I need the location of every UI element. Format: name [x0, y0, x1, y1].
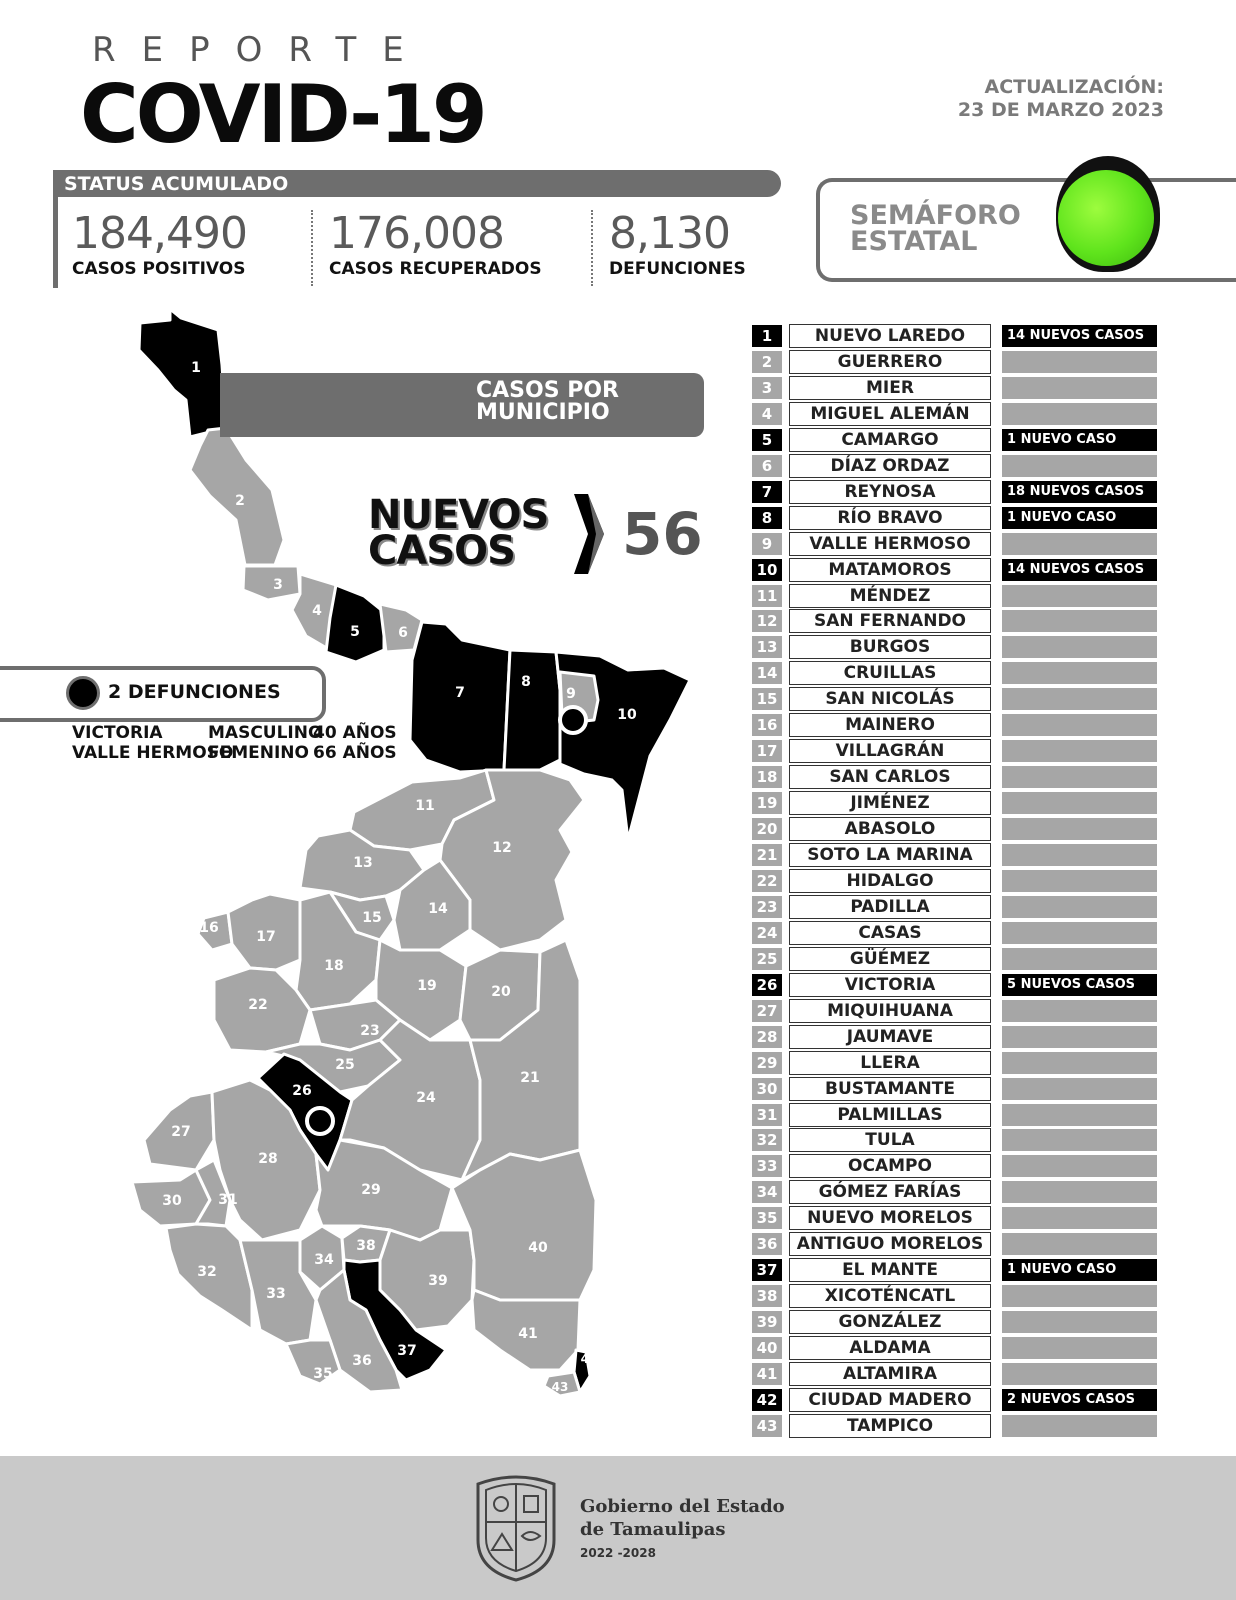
- municipio-name: MÉNDEZ: [789, 584, 991, 608]
- chevron-right-icon: [574, 494, 604, 574]
- municipio-name: DÍAZ ORDAZ: [789, 454, 991, 478]
- map-label-32: 32: [197, 1264, 217, 1280]
- municipio-number: 18: [752, 766, 782, 788]
- status-placeholder-bar: [1002, 922, 1157, 944]
- status-placeholder-bar: [1002, 792, 1157, 814]
- municipio-number: 23: [752, 896, 782, 918]
- municipio-name: TAMPICO: [789, 1414, 991, 1438]
- municipio-name: VILLAGRÁN: [789, 739, 991, 763]
- map-label-19: 19: [417, 978, 437, 994]
- municipio-name: MATAMOROS: [789, 558, 991, 582]
- map-label-30: 30: [162, 1193, 182, 1209]
- municipio-name: TULA: [789, 1128, 991, 1152]
- status-placeholder-bar: [1002, 1285, 1157, 1307]
- municipio-number: 24: [752, 922, 782, 944]
- municipio-name: SAN NICOLÁS: [789, 687, 991, 711]
- update-info: [958, 76, 1164, 122]
- municipio-name: NUEVO LAREDO: [789, 324, 991, 348]
- municipio-name: ANTIGUO MORELOS: [789, 1232, 991, 1256]
- municipio-number: 36: [752, 1233, 782, 1255]
- stat-recuperados-label: CASOS RECUPERADOS: [329, 259, 542, 279]
- def-row-sexo: FEMENINO: [208, 743, 309, 763]
- map-label-39: 39: [428, 1273, 448, 1289]
- municipio-name: MIQUIHUANA: [789, 999, 991, 1023]
- def-row-sexo: MASCULINO: [208, 723, 323, 743]
- municipio-number: 28: [752, 1026, 782, 1048]
- def-row-municipio: VALLE HERMOSO: [72, 743, 234, 763]
- municipio-name: NUEVO MORELOS: [789, 1206, 991, 1230]
- municipio-name: XICOTÉNCATL: [789, 1284, 991, 1308]
- municipio-name: VALLE HERMOSO: [789, 532, 991, 556]
- municipio-name: CAMARGO: [789, 428, 991, 452]
- municipio-name: ALDAMA: [789, 1336, 991, 1360]
- municipio-number: 17: [752, 740, 782, 762]
- municipio-number: 13: [752, 636, 782, 658]
- map-label-17: 17: [256, 929, 276, 945]
- map-label-43: 43: [551, 1380, 569, 1394]
- municipio-number: 2: [752, 351, 782, 373]
- nuevos-line2: CASOS: [368, 528, 515, 574]
- status-placeholder-bar: [1002, 1000, 1157, 1022]
- status-placeholder-bar: [1002, 688, 1157, 710]
- status-placeholder-bar: [1002, 1181, 1157, 1203]
- municipio-name: ABASOLO: [789, 817, 991, 841]
- map-label-7: 7: [455, 685, 465, 701]
- status-placeholder-bar: [1002, 870, 1157, 892]
- municipio-number: 15: [752, 688, 782, 710]
- status-placeholder-bar: [1002, 1104, 1157, 1126]
- municipio-number: 39: [752, 1311, 782, 1333]
- nuevos-casos-badge: 18 NUEVOS CASOS: [1002, 481, 1157, 503]
- municipio-number: 1: [752, 325, 782, 347]
- map-label-5: 5: [350, 624, 360, 640]
- municipio-name: JIMÉNEZ: [789, 791, 991, 815]
- update-label: ACTUALIZACIÓN:: [984, 76, 1164, 98]
- municipio-shape-8: [504, 650, 560, 770]
- municipio-name: MAINERO: [789, 713, 991, 737]
- municipio-number: 11: [752, 585, 782, 607]
- death-marker-victoria: [307, 1108, 333, 1134]
- semaforo-line1: SEMÁFORO: [850, 200, 1021, 231]
- map-label-4: 4: [312, 603, 322, 619]
- map-label-16: 16: [199, 920, 219, 936]
- municipio-name: GÓMEZ FARÍAS: [789, 1180, 991, 1204]
- municipio-number: 22: [752, 870, 782, 892]
- status-placeholder-bar: [1002, 766, 1157, 788]
- map-label-26: 26: [292, 1083, 312, 1099]
- municipio-name: SOTO LA MARINA: [789, 843, 991, 867]
- map-label-25: 25: [335, 1057, 355, 1073]
- municipio-number: 5: [752, 429, 782, 451]
- status-placeholder-bar: [1002, 403, 1157, 425]
- status-placeholder-bar: [1002, 1311, 1157, 1333]
- stat-recuperados: [329, 208, 542, 279]
- map-label-22: 22: [248, 997, 268, 1013]
- nuevos-casos-badge: 2 NUEVOS CASOS: [1002, 1389, 1157, 1411]
- municipio-number: 4: [752, 403, 782, 425]
- municipio-name: SAN CARLOS: [789, 765, 991, 789]
- nuevos-casos-badge: 14 NUEVOS CASOS: [1002, 559, 1157, 581]
- nuevos-casos-badge: 1 NUEVO CASO: [1002, 429, 1157, 451]
- map-label-27: 27: [171, 1124, 191, 1140]
- municipio-number: 32: [752, 1129, 782, 1151]
- status-placeholder-bar: [1002, 1233, 1157, 1255]
- stat-defunciones-value: 8,130: [609, 208, 730, 259]
- status-placeholder-bar: [1002, 533, 1157, 555]
- municipio-number: 21: [752, 844, 782, 866]
- map-label-20: 20: [491, 984, 511, 1000]
- stat-positivos-label: CASOS POSITIVOS: [72, 259, 246, 279]
- municipio-name: PADILLA: [789, 895, 991, 919]
- stat-defunciones-label: DEFUNCIONES: [609, 259, 746, 279]
- municipio-number: 10: [752, 559, 782, 581]
- map-label-42: 42: [580, 1352, 598, 1366]
- map-label-33: 33: [266, 1286, 286, 1302]
- municipio-number: 37: [752, 1259, 782, 1281]
- municipio-number: 3: [752, 377, 782, 399]
- nuevos-casos-badge: 1 NUEVO CASO: [1002, 1259, 1157, 1281]
- map-label-41: 41: [518, 1326, 538, 1342]
- status-placeholder-bar: [1002, 948, 1157, 970]
- municipio-number: 43: [752, 1415, 782, 1437]
- status-placeholder-bar: [1002, 844, 1157, 866]
- municipio-shape-3: [243, 566, 300, 600]
- status-placeholder-bar: [1002, 1078, 1157, 1100]
- stat-separator: [311, 210, 313, 286]
- stat-recuperados-value: 176,008: [329, 208, 504, 259]
- municipio-number: 14: [752, 662, 782, 684]
- nuevos-casos-badge: 1 NUEVO CASO: [1002, 507, 1157, 529]
- municipio-name: RÍO BRAVO: [789, 506, 991, 530]
- def-row-edad: 40 AÑOS: [313, 723, 397, 743]
- municipio-name: SAN FERNANDO: [789, 609, 991, 633]
- municipio-number: 38: [752, 1285, 782, 1307]
- gov-line2: de Tamaulipas: [580, 1519, 726, 1540]
- map-label-8: 8: [521, 674, 531, 690]
- death-marker-valle-hermoso: [560, 707, 586, 733]
- municipio-number: 27: [752, 1000, 782, 1022]
- map-label-15: 15: [362, 910, 382, 926]
- municipio-name: BUSTAMANTE: [789, 1077, 991, 1101]
- municipio-name: CIUDAD MADERO: [789, 1388, 991, 1412]
- defunciones-label: 2 DEFUNCIONES: [108, 681, 281, 703]
- map-label-35: 35: [313, 1366, 333, 1382]
- status-placeholder-bar: [1002, 1363, 1157, 1385]
- municipio-name: LLERA: [789, 1051, 991, 1075]
- municipio-number: 26: [752, 974, 782, 996]
- municipio-number: 30: [752, 1078, 782, 1100]
- stat-positivos: [72, 208, 247, 279]
- municipio-name: OCAMPO: [789, 1154, 991, 1178]
- status-placeholder-bar: [1002, 662, 1157, 684]
- map-label-23: 23: [360, 1023, 380, 1039]
- cpm-line1: CASOS POR: [476, 378, 619, 403]
- map-label-38: 38: [356, 1238, 376, 1254]
- map-label-37: 37: [397, 1343, 417, 1359]
- casos-por-municipio-label: [476, 380, 619, 424]
- tamaulipas-map: [0, 300, 740, 1400]
- gov-line1: Gobierno del Estado: [580, 1496, 785, 1517]
- map-label-12: 12: [492, 840, 512, 856]
- map-label-13: 13: [353, 855, 373, 871]
- page-title: COVID-19: [80, 68, 485, 161]
- status-placeholder-bar: [1002, 610, 1157, 632]
- map-label-34: 34: [314, 1252, 334, 1268]
- def-row-municipio: VICTORIA: [72, 723, 163, 743]
- municipio-number: 7: [752, 481, 782, 503]
- report-label: REPORTE: [92, 30, 430, 70]
- status-placeholder-bar: [1002, 714, 1157, 736]
- semaforo-line2: ESTATAL: [850, 226, 978, 257]
- update-date: 23 DE MARZO 2023: [957, 99, 1164, 121]
- semaforo-label: [850, 200, 1021, 257]
- map-label-40: 40: [528, 1240, 548, 1256]
- municipio-shape-40: [452, 1150, 596, 1300]
- status-placeholder-bar: [1002, 1026, 1157, 1048]
- map-label-21: 21: [520, 1070, 540, 1086]
- status-placeholder-bar: [1002, 585, 1157, 607]
- stat-positivos-value: 184,490: [72, 208, 247, 259]
- municipio-name: PALMILLAS: [789, 1103, 991, 1127]
- municipio-number: 12: [752, 610, 782, 632]
- municipio-number: 6: [752, 455, 782, 477]
- municipio-number: 9: [752, 533, 782, 555]
- municipio-number: 19: [752, 792, 782, 814]
- status-placeholder-bar: [1002, 818, 1157, 840]
- status-placeholder-bar: [1002, 636, 1157, 658]
- map-label-6: 6: [398, 625, 408, 641]
- cpm-line2: MUNICIPIO: [476, 400, 610, 425]
- municipio-name: VICTORIA: [789, 973, 991, 997]
- map-label-9: 9: [566, 686, 576, 702]
- municipio-number: 31: [752, 1104, 782, 1126]
- map-label-18: 18: [324, 958, 344, 974]
- status-placeholder-bar: [1002, 1207, 1157, 1229]
- municipio-name: JAUMAVE: [789, 1025, 991, 1049]
- municipio-number: 16: [752, 714, 782, 736]
- status-placeholder-bar: [1002, 1415, 1157, 1437]
- status-placeholder-bar: [1002, 351, 1157, 373]
- status-placeholder-bar: [1002, 455, 1157, 477]
- municipio-number: 20: [752, 818, 782, 840]
- municipio-name: BURGOS: [789, 635, 991, 659]
- casos-por-municipio-banner: [220, 373, 704, 437]
- municipio-number: 33: [752, 1155, 782, 1177]
- municipio-name: GÜÉMEZ: [789, 947, 991, 971]
- municipio-number: 41: [752, 1363, 782, 1385]
- status-placeholder-bar: [1002, 1129, 1157, 1151]
- map-label-31: 31: [218, 1192, 238, 1208]
- status-placeholder-bar: [1002, 740, 1157, 762]
- state-seal-icon: [470, 1470, 562, 1582]
- map-label-11: 11: [415, 798, 435, 814]
- status-placeholder-bar: [1002, 1155, 1157, 1177]
- municipio-number: 42: [752, 1389, 782, 1411]
- municipio-shape-1: [139, 309, 226, 437]
- status-placeholder-bar: [1002, 377, 1157, 399]
- municipio-number: 8: [752, 507, 782, 529]
- municipio-name: HIDALGO: [789, 869, 991, 893]
- municipio-number: 25: [752, 948, 782, 970]
- def-row-edad: 66 AÑOS: [313, 743, 397, 763]
- map-label-29: 29: [361, 1182, 381, 1198]
- nuevos-line1: NUEVOS: [368, 492, 549, 538]
- death-dot-icon: [66, 676, 100, 710]
- stat-separator: [591, 210, 593, 286]
- municipio-number: 29: [752, 1052, 782, 1074]
- municipio-name: ALTAMIRA: [789, 1362, 991, 1386]
- municipio-number: 35: [752, 1207, 782, 1229]
- map-label-14: 14: [428, 901, 448, 917]
- nuevos-casos-badge: 5 NUEVOS CASOS: [1002, 974, 1157, 996]
- government-name: [580, 1495, 785, 1541]
- nuevos-casos-value: 56: [622, 500, 703, 568]
- map-label-10: 10: [617, 707, 637, 723]
- traffic-light-green-icon: [1058, 170, 1154, 266]
- map-label-24: 24: [416, 1090, 436, 1106]
- nuevos-casos-badge: 14 NUEVOS CASOS: [1002, 325, 1157, 347]
- municipio-number: 34: [752, 1181, 782, 1203]
- municipio-name: CASAS: [789, 921, 991, 945]
- status-divider: [53, 197, 58, 288]
- map-label-1: 1: [191, 360, 201, 376]
- municipio-name: GONZÁLEZ: [789, 1310, 991, 1334]
- stat-defunciones: [609, 208, 746, 279]
- map-label-3: 3: [273, 577, 283, 593]
- map-label-2: 2: [235, 493, 245, 509]
- municipio-name: CRUILLAS: [789, 661, 991, 685]
- status-placeholder-bar: [1002, 896, 1157, 918]
- map-label-36: 36: [352, 1353, 372, 1369]
- municipio-name: REYNOSA: [789, 480, 991, 504]
- municipio-name: EL MANTE: [789, 1258, 991, 1282]
- municipio-name: GUERRERO: [789, 350, 991, 374]
- nuevos-casos-label: [368, 492, 549, 574]
- municipio-name: MIER: [789, 376, 991, 400]
- government-period: 2022 -2028: [580, 1546, 656, 1560]
- status-placeholder-bar: [1002, 1337, 1157, 1359]
- map-label-28: 28: [258, 1151, 278, 1167]
- status-title: STATUS ACUMULADO: [64, 173, 289, 195]
- municipio-name: MIGUEL ALEMÁN: [789, 402, 991, 426]
- municipio-number: 40: [752, 1337, 782, 1359]
- status-placeholder-bar: [1002, 1052, 1157, 1074]
